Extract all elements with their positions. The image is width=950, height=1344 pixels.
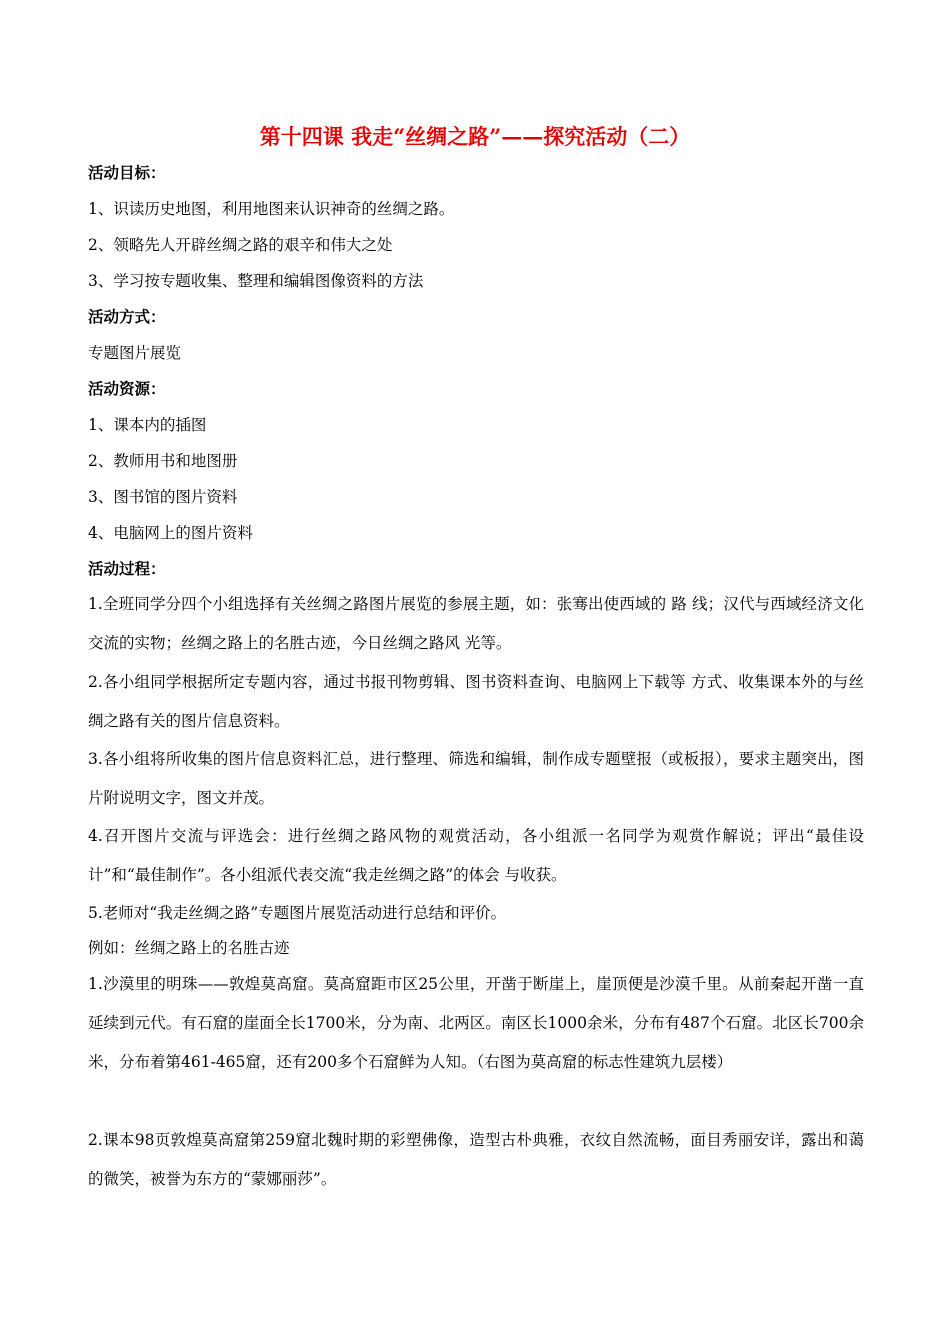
example-item: 1.沙漠里的明珠——敦煌莫高窟。莫高窟距市区25公里，开凿于断崖上，崖顶便是沙漠千里。从前秦起开凿一直延续到元代。有石窟的崖面全长1700米，分为南、北两区。南区长1000余米，分布有487个石窟。北区长700余米，分布着第461-465窟，还有200多个石窟鲜为人知。（右图为莫高窟的标志性建筑九层楼） <box>88 975 864 1071</box>
goal-item: 2、领略先人开辟丝绸之路的艰辛和伟大之处 <box>88 236 393 254</box>
resources-heading: 活动资源： <box>88 379 166 398</box>
resource-item: 2、教师用书和地图册 <box>88 452 238 470</box>
resource-item: 4、电脑网上的图片资料 <box>88 524 253 542</box>
resource-item: 3、图书馆的图片资料 <box>88 488 238 506</box>
process-step: 2.各小组同学根据所定专题内容，通过书报刊物剪辑、图书资料查询、电脑网上下载等 方式、收集课本外的与丝绸之路有关的图片信息资料。 <box>88 673 864 730</box>
resource-item: 1、课本内的插图 <box>88 416 207 434</box>
process-step: 5.老师对“我走丝绸之路”专题图片展览活动进行总结和评价。 <box>88 904 507 922</box>
process-step: 3.各小组将所收集的图片信息资料汇总，进行整理、筛选和编辑，制作成专题壁报（或板报），要求主题突出，图片附说明文字，图文并茂。 <box>88 750 864 807</box>
example-heading: 例如：丝绸之路上的名胜古迹 <box>88 939 290 957</box>
process-heading: 活动过程： <box>88 559 166 578</box>
goal-item: 3、学习按专题收集、整理和编辑图像资料的方法 <box>88 272 424 290</box>
example-item: 2.课本98页敦煌莫高窟第259窟北魏时期的彩塑佛像，造型古朴典雅，衣纹自然流畅，面目秀丽安详，露出和蔼的微笑，被誉为东方的“蒙娜丽莎”。 <box>88 1131 864 1188</box>
method-text: 专题图片展览 <box>88 344 182 362</box>
process-step: 4.召开图片交流与评选会：进行丝绸之路风物的观赏活动，各小组派一名同学为观赏作解说；评出“最佳设计”和“最佳制作”。各小组派代表交流“我走丝绸之路”的体会 与收获。 <box>88 827 864 884</box>
goal-item: 1、识读历史地图，利用地图来认识神奇的丝绸之路。 <box>88 200 455 218</box>
lesson-title: 第十四课 我走“丝绸之路”——探究活动（二） <box>259 124 691 149</box>
process-step: 1.全班同学分四个小组选择有关丝绸之路图片展览的参展主题，如：张骞出使西域的 路 线；汉代与西域经济文化交流的实物；丝绸之路上的名胜古迹，今日丝绸之路风 光等。 <box>88 595 864 652</box>
goals-heading: 活动目标： <box>88 163 166 182</box>
method-heading: 活动方式： <box>88 307 166 326</box>
